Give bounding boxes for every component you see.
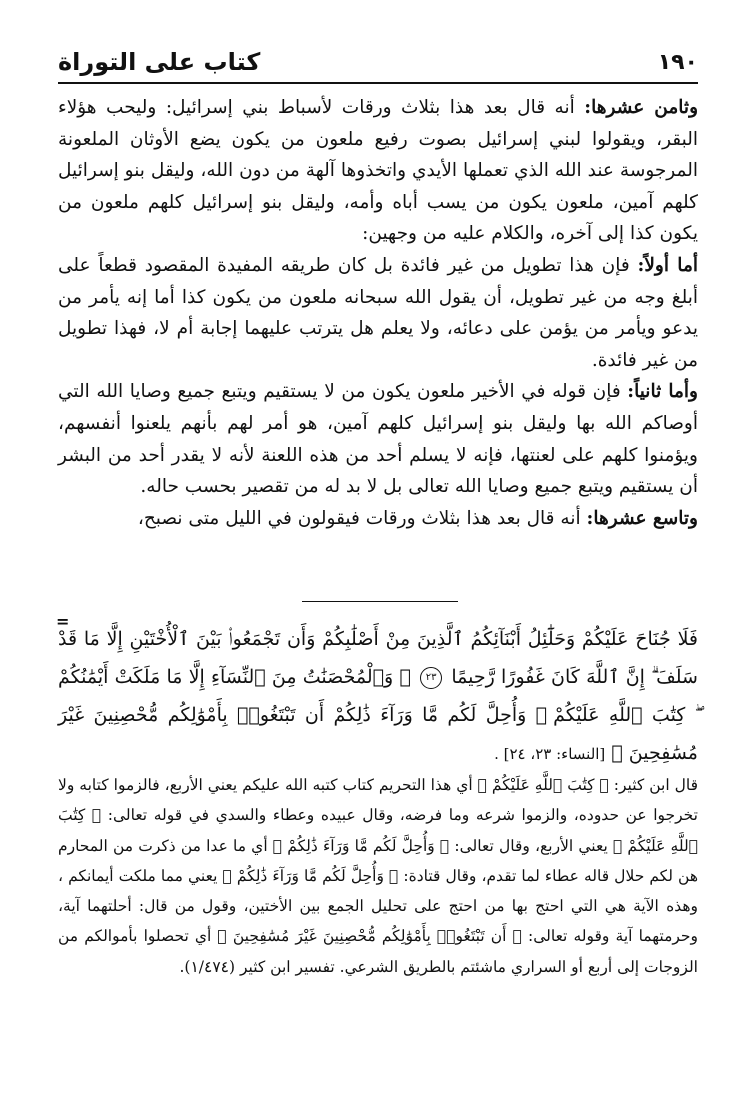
paragraph-lead: وأما ثانياً: [627, 381, 698, 403]
paragraph-text: فإن هذا تطويل من غير فائدة بل كان طريقه المفيدة المقصود قطعاً على أبلغ وجه من غير تطويل، أن يقول الله سبحانه ملعون من يكون كذا أما إنه يأمر من يدعو ويأمر من يؤمن على دعائه، ولا يعلم هل يترتب عليهما إجابة أم لا، فهذا تطويل من غير فائدة. [58, 254, 698, 371]
footnote-continuation-marker: = [56, 612, 70, 631]
page-header [58, 48, 698, 84]
paragraph-first-point [58, 250, 698, 376]
paragraph-lead: وتاسع عشرها: [586, 507, 698, 529]
tafsir-paragraph: قال ابن كثير: ﴿ كِتَٰبَ ٱللَّهِ عَلَيْكُمْ ﴾ أي هذا التحريم كتاب كتبه الله عليكم يعني الأربع، فالزموا كتابه ولا تخرجوا عن حدوده، والزموا شرعه وما فرضه، وقال عبيده وعطاء والسدي في قوله تعالى: ﴿ كِتَٰبَ ٱللَّهِ عَلَيْكُمْ ﴾ يعني الأربع، وقال تعالى: ﴿ وَأُحِلَّ لَكُم مَّا وَرَآءَ ذَٰلِكُمْ ﴾ أي ما عدا من ذكرت من المحارم هن لكم حلال قاله عطاء لما تقدم، وقال قتادة: ﴿ وَأُحِلَّ لَكُم مَّا وَرَآءَ ذَٰلِكُمْ ﴾ يعني مما ملكت أيمانكم ، وهذه الآية هي التي احتج بها من احتج على تحليل الجمع بين الأختين، وقول من قال: أحلتهما آية، وحرمتهما آية وقوله تعالى: ﴿ أَن تَبْتَغُوا۟ بِأَمْوَٰلِكُم مُّحْصِنِينَ غَيْرَ مُسَٰفِحِينَ ﴾ أي تحصلوا بأموالكم من الزوجات إلى أربع أو السراري ماشئتم بالطريق الشرعي. تفسير ابن كثير (١/٤٧٤). [58, 776, 698, 976]
quran-quote [58, 620, 698, 773]
footnote-tafsir [58, 770, 698, 982]
footnote-separator [302, 601, 458, 602]
quran-verse-text: ۞ وَٱلْمُحْصَنَٰتُ مِنَ ٱلنِّسَآءِ إِلَّا مَا مَلَكَتْ أَيْمَٰنُكُمْ ۖ كِتَٰبَ ٱللَّهِ عَلَيْكُمْ ۚ وَأُحِلَّ لَكُم مَّا وَرَآءَ ذَٰلِكُمْ أَن تَبْتَغُوا۟ بِأَمْوَٰلِكُم مُّحْصِنِينَ غَيْرَ مُسَٰفِحِينَ ﴾ [58, 666, 698, 764]
paragraph-18 [58, 92, 698, 250]
paragraph-text: فإن قوله في الأخير ملعون يكون من لا يستقيم ويتبع جميع وصايا الله التي أوصاكم الله بها وليقل بنو إسرائيل كلهم آمين، هو أمر لهم بأنهم يلعنوا أنفسهم، ويؤمنوا كلهم على لعنتها، فإنه لا يسلم أحد من هذه اللعنة لأنه لا يقدر أحد من البشر أن يستقيم ويتبع جميع وصايا الله تعالى بل لا بد له من تقصير بحسب حاله. [58, 381, 698, 498]
quran-citation: [النساء: ٢٣، ٢٤] . [494, 745, 606, 763]
quran-verse-text: فَلَا جُنَاحَ عَلَيْكُمْ وَحَلَٰٓئِلُ أَبْنَآئِكُمُ ٱلَّذِينَ مِنْ أَصْلَٰبِكُمْ وَأَن تَجْمَعُوا۟ بَيْنَ ٱلْأُخْتَيْنِ إِلَّا مَا قَدْ سَلَفَ ۗ إِنَّ ٱللَّهَ كَانَ غَفُورًا رَّحِيمًا [58, 628, 698, 688]
paragraph-text: أنه قال بعد هذا بثلاث ورقات فيقولون في الليل متى نصبح، [137, 507, 581, 529]
ayah-number-icon: ٢٣ [420, 667, 442, 689]
running-title: كتاب على التوراة [58, 48, 261, 76]
paragraph-second-point [58, 376, 698, 502]
paragraph-lead: وثامن عشرها: [584, 97, 699, 118]
main-text [58, 92, 698, 534]
paragraph-19 [58, 503, 698, 535]
paragraph-lead: أما أولاً: [637, 254, 698, 276]
page-number: ١٩٠ [657, 50, 698, 75]
paragraph-text: أنه قال بعد هذا بثلاث ورقات لأسباط بني إسرائيل: وليحب هؤلاء البقر، ويقولوا لبني إسرائيل بصوت رفيع ملعون من يكون يضع الأوثان الملعونة المرجوسة عند الله الذي تعملها الأيدي واتخذوها آلهة من دون الله، وليقل بنو إسرائيل كلهم آمين، ملعون يكون من يسب أباه وأمه، وليقل بنو إسرائيل كلهم ملعون من يكون كذا إلى آخره، والكلام عليه من وجهين: [58, 97, 698, 245]
